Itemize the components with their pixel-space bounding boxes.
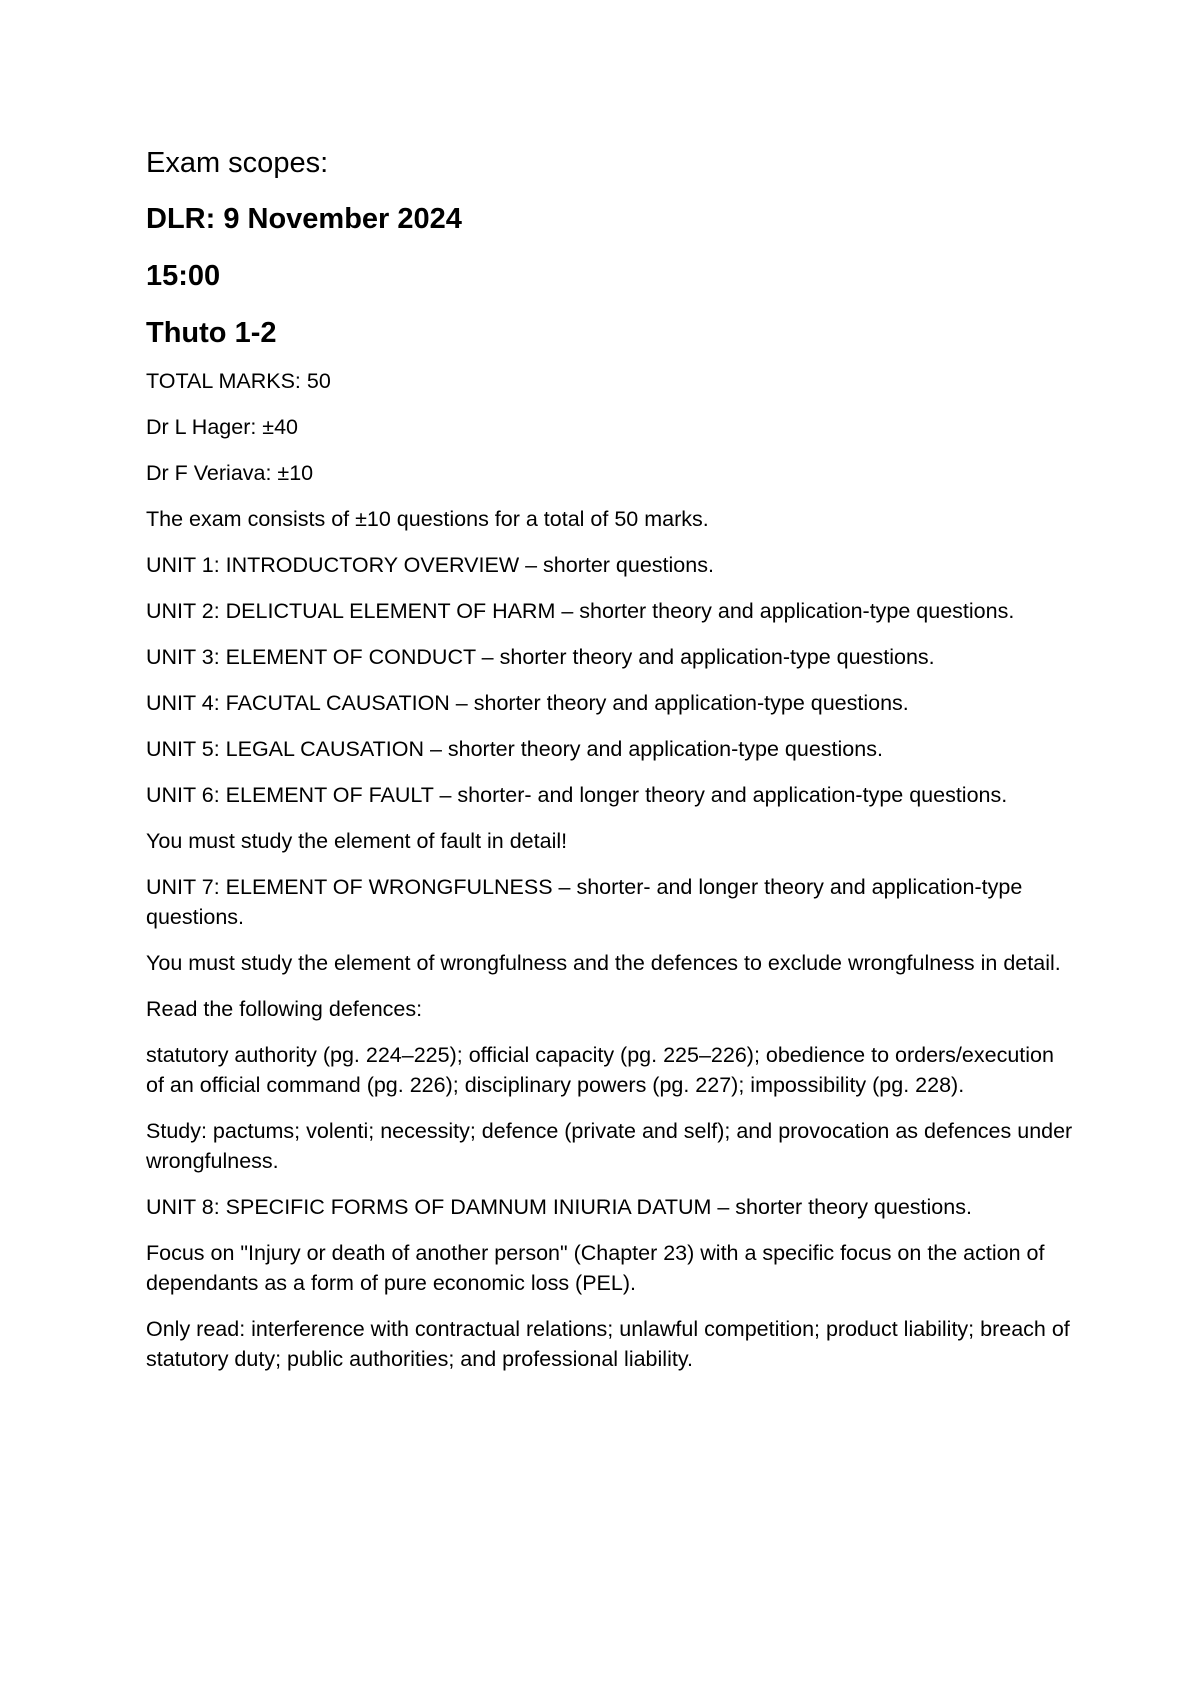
document-intro: Exam scopes: bbox=[146, 147, 329, 179]
defences-intro: Read the following defences: bbox=[146, 997, 423, 1021]
wrongfulness-note: You must study the element of wrongfulness and the defences to exclude wrongfulness in detail. bbox=[146, 951, 1061, 975]
exam-overview: The exam consists of ±10 questions for a total of 50 marks. bbox=[146, 507, 709, 531]
exam-date-heading: DLR: 9 November 2024 bbox=[146, 203, 462, 235]
study-note: Study: pactums; volenti; necessity; defence (private and self); and provocation as defences under wrongfulness. bbox=[146, 1119, 1073, 1173]
total-marks: TOTAL MARKS: 50 bbox=[146, 369, 331, 393]
unit-7: UNIT 7: ELEMENT OF WRONGFULNESS – shorter- and longer theory and application-type questions. bbox=[146, 875, 1023, 929]
exam-venue-heading: Thuto 1-2 bbox=[146, 317, 277, 349]
unit-6: UNIT 6: ELEMENT OF FAULT – shorter- and longer theory and application-type questions. bbox=[146, 783, 1008, 807]
unit-5: UNIT 5: LEGAL CAUSATION – shorter theory and application-type questions. bbox=[146, 737, 883, 761]
unit-8: UNIT 8: SPECIFIC FORMS OF DAMNUM INIURIA DATUM – shorter theory questions. bbox=[146, 1195, 972, 1219]
only-read-note: Only read: interference with contractual relations; unlawful competition; product liability; breach of statutory duty; public authorities; and professional liability. bbox=[146, 1317, 1070, 1371]
defences-list: statutory authority (pg. 224–225); official capacity (pg. 225–226); obedience to orders/execution of an official command (pg. 226); disciplinary powers (pg. 227); impossibility (pg. 228). bbox=[146, 1043, 1054, 1097]
examiner-veriava: Dr F Veriava: ±10 bbox=[146, 461, 314, 485]
unit-1: UNIT 1: INTRODUCTORY OVERVIEW – shorter questions. bbox=[146, 553, 714, 577]
fault-note: You must study the element of fault in detail! bbox=[146, 829, 568, 853]
examiner-hager: Dr L Hager: ±40 bbox=[146, 415, 299, 439]
exam-time-heading: 15:00 bbox=[146, 260, 221, 292]
unit-4: UNIT 4: FACUTAL CAUSATION – shorter theory and application-type questions. bbox=[146, 691, 909, 715]
unit-2: UNIT 2: DELICTUAL ELEMENT OF HARM – shorter theory and application-type questions. bbox=[146, 599, 1015, 623]
unit-3: UNIT 3: ELEMENT OF CONDUCT – shorter theory and application-type questions. bbox=[146, 645, 935, 669]
document-page bbox=[146, 146, 1076, 1390]
focus-note: Focus on "Injury or death of another person" (Chapter 23) with a specific focus on the action of dependants as a form of pure economic loss (PEL). bbox=[146, 1241, 1045, 1295]
